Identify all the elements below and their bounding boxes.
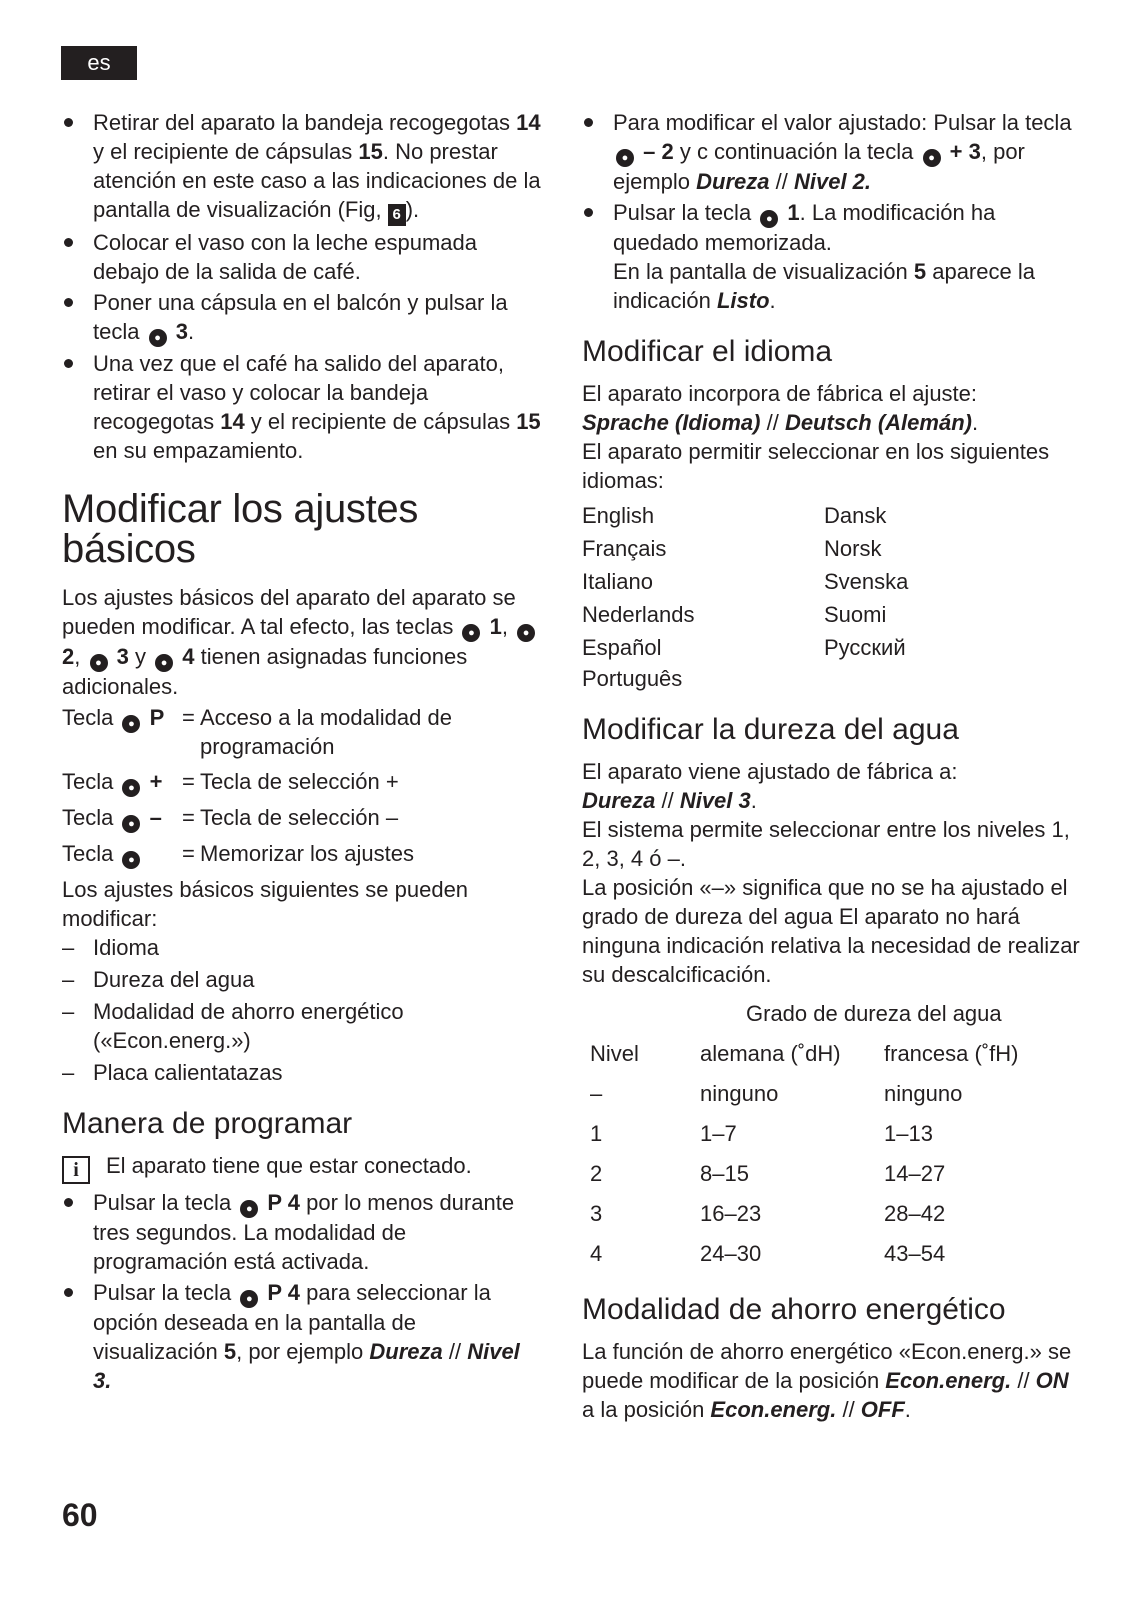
list-item: Svenska: [824, 569, 909, 594]
list-item: Poner una cápsula en el balcón y pulsar la tecla ● 3.: [62, 288, 542, 347]
list-item: Norsk: [824, 536, 882, 561]
key-icon: ●: [240, 1200, 258, 1218]
list-item: Pulsar la tecla ● 1. La modificación ha quedado memorizada. En la pantalla de visualización 5 aparece la indicación Listo.: [582, 198, 1082, 315]
table-row: Tecla ● = Memorizar los ajustes: [62, 839, 542, 875]
right-column: [582, 108, 1082, 1424]
figure-ref: 6: [388, 204, 406, 226]
list-item: – Placa calientatazas: [62, 1058, 542, 1087]
list-item: Русский: [824, 635, 906, 660]
default-setting: Dureza // Nivel 3.: [582, 788, 757, 813]
bullet-list: [62, 1188, 542, 1395]
list-item: Français: [582, 536, 667, 561]
list-item: – Dureza del agua: [62, 965, 542, 994]
intro-paragraph: Los ajustes básicos del aparato del aparato se pueden modificar. A tal efecto, las teclas ● 1, ● 2, ● 3 y ● 4 tienen asignadas funciones adicionales.: [62, 583, 542, 701]
key-table: [62, 703, 542, 875]
key-icon: ●: [122, 779, 140, 797]
page-number: 60: [62, 1497, 98, 1533]
table-row: Tecla ● P = Acceso a la modalidad de programación: [62, 705, 452, 759]
settings-intro: Los ajustes básicos siguientes se pueden modificar:: [62, 877, 469, 931]
table-caption: Grado de dureza del agua: [746, 1000, 1002, 1026]
list-item: Retirar del aparato la bandeja recogegotas 14 y el recipiente de cápsulas 15. No prestar atención en este caso a las indicaciones de la pantalla de visualización (Fig, 6 ).: [62, 108, 542, 226]
key-icon: ●: [240, 1290, 258, 1308]
key-icon: ●: [616, 149, 634, 167]
table-row: 4 24–30 43–54: [590, 1240, 946, 1266]
list-item: Pulsar la tecla ● P 4 para seleccionar la opción deseada en la pantalla de visualización 5, por ejemplo Dureza // Nivel 3.: [62, 1278, 542, 1395]
key-icon: ●: [760, 210, 778, 228]
key-icon: ●: [155, 654, 173, 672]
list-item: Italiano: [582, 569, 653, 594]
default-setting: Sprache (Idioma) // Deutsch (Alemán).: [582, 410, 979, 435]
table-row: 2 8–15 14–27: [590, 1160, 946, 1186]
subsection-title: Modificar el idioma: [582, 335, 833, 368]
key-icon: ●: [923, 149, 941, 167]
table-row: Tecla ● – = Tecla de selección –: [62, 803, 542, 839]
paragraph: El sistema permite seleccionar entre los niveles 1, 2, 3, 4 ó –.: [582, 817, 1070, 871]
key-icon: ●: [122, 851, 140, 869]
language-list: [582, 499, 1082, 693]
paragraph: La función de ahorro energético «Econ.energ.» se puede modificar de la posición Econ.energ. // ON a la posición Econ.energ. // OFF.: [582, 1339, 1072, 1422]
table-row: 3 16–23 28–42: [590, 1200, 946, 1226]
list-item: – Idioma: [62, 933, 542, 962]
key-icon: ●: [149, 329, 167, 347]
table-header-row: Nivel alemana (˚dH) francesa (˚fH): [590, 1040, 1019, 1066]
list-item: Dansk: [824, 503, 887, 528]
list-item: Para modificar el valor ajustado: Pulsar la tecla ● – 2 y c continuación la tecla ● + 3, por ejemplo Dureza // Nivel 2.: [582, 108, 1082, 196]
paragraph: El aparato incorpora de fábrica el ajuste:: [582, 381, 978, 406]
left-column: [62, 108, 542, 1397]
list-item: English: [582, 503, 655, 528]
hardness-table: [582, 993, 1018, 1273]
table-row: 1 1–7 1–13: [590, 1120, 933, 1146]
info-note: i El aparato tiene que estar conectado.: [62, 1151, 542, 1184]
list-item: Nederlands: [582, 602, 695, 627]
key-icon: ●: [122, 715, 140, 733]
list-item: – Modalidad de ahorro energético («Econ.energ.»): [62, 997, 542, 1055]
paragraph: El aparato viene ajustado de fábrica a:: [582, 759, 958, 784]
list-item: Suomi: [824, 602, 887, 627]
key-icon: ●: [122, 815, 140, 833]
key-icon: ●: [462, 624, 480, 642]
table-row: Tecla ● + = Tecla de selección +: [62, 767, 542, 803]
list-item: Colocar el vaso con la leche espumada debajo de la salida de café.: [62, 228, 542, 286]
list-item: Una vez que el café ha salido del aparato, retirar el vaso y colocar la bandeja recogegotas 14 y el recipiente de cápsulas 15 en su empazamiento.: [62, 349, 542, 465]
bullet-list: [62, 108, 542, 465]
list-item: Español: [582, 635, 662, 660]
paragraph: La posición «–» significa que no se ha ajustado el grado de dureza del agua El aparato no hará ninguna indicación relativa la necesidad de realizar su descalcificación.: [582, 875, 1080, 987]
list-item: Português: [582, 666, 683, 691]
table-row: – ninguno ninguno: [590, 1080, 963, 1106]
settings-list: [62, 933, 542, 1087]
list-item: Pulsar la tecla ● P 4 por lo menos durante tres segundos. La modalidad de programación está activada.: [62, 1188, 542, 1276]
key-icon: ●: [90, 654, 108, 672]
key-icon: ●: [517, 624, 535, 642]
subsection-title: Modificar la dureza del agua: [582, 713, 959, 746]
paragraph: El aparato permitir seleccionar en los siguientes idiomas:: [582, 439, 1050, 493]
table-caption-row: [582, 993, 1018, 1033]
language-tab: es: [61, 46, 137, 80]
info-icon: i: [62, 1156, 90, 1184]
subsection-title: Manera de programar: [62, 1107, 353, 1140]
subsection-title: Modalidad de ahorro energético: [582, 1293, 1006, 1326]
bullet-list: [582, 108, 1082, 315]
section-title: Modificar los ajustes básicos: [62, 487, 419, 571]
